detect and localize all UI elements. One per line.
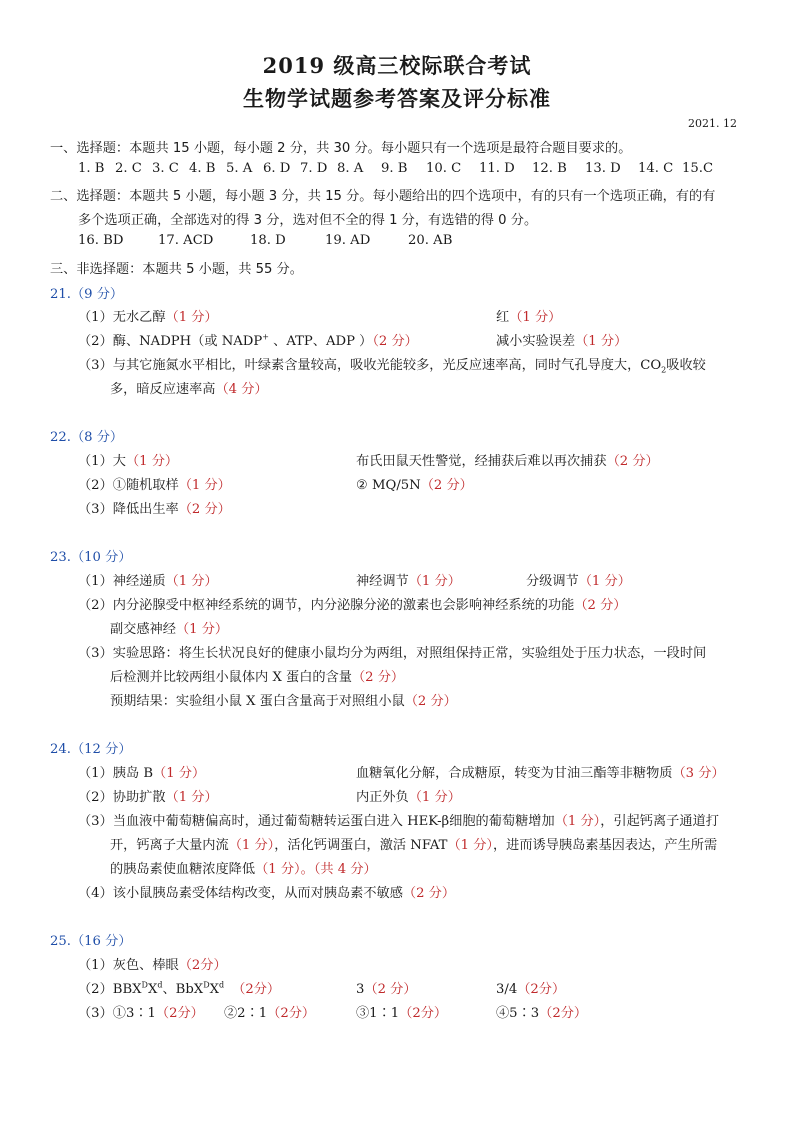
q22-row1-left [78,450,178,469]
q23-heading: 23.（10 分） [50,550,132,565]
q25-2-score: （2分） [232,982,281,997]
answer-8: 8. A [337,161,364,176]
section2-heading-cont: 多个选项正确，全部选对的得 3 分，选对但不全的得 1 分，有选错的得 0 分。 [78,213,538,228]
q22-1-score: （1 分） [125,454,179,469]
q25-2-sup-2: d [157,980,163,990]
q21-1b-score: （1 分） [509,310,562,325]
answer-4: 4. B [189,161,216,176]
q25-1-score: （2分） [178,958,227,973]
q21-2b-score: （1 分） [575,334,628,349]
q21-3-answer-line2: 多，暗反应速率高 [110,382,216,397]
q25-2-answer-d: X [209,982,220,997]
q24-3-score-2: （1 分） [228,838,275,853]
q22-3-score: （2 分） [178,502,231,517]
q21-2-answer: （2）酶、NADPH（或 NADP [78,334,263,349]
q22-3-answer: （3）降低出生率 [78,502,179,517]
q25-row2-mid [356,978,417,997]
q21-3-answer: （3）与其它施氮水平相比，叶绿素含量较高，吸收光能较多，光反应速率高，同时气孔导度大，CO [78,358,662,373]
q24-1-score: （1 分） [153,766,206,781]
q23-1b-score: （1 分） [408,574,461,589]
answer-12: 12. B [532,161,567,176]
answer-18: 18. D [250,233,286,248]
q21-1-score: （1 分） [165,310,218,325]
q25-2c-answer: 3/4 [496,982,518,997]
q22-row1-right [356,450,659,469]
document-title: 2019 级高三校际联合考试 [262,53,532,78]
q25-2b-score: （2 分） [364,982,417,997]
q25-3a-score: （2分） [155,1006,204,1021]
q23-1-score: （1 分） [165,574,218,589]
q24-1b-answer: 血糖氧化分解，合成糖原，转变为甘油三酯等非糖物质 [356,766,673,781]
answer-3: 3. C [152,161,179,176]
q25-2c-score: （2分） [517,982,566,997]
q25-row1 [78,954,227,973]
q24-row3-line3 [110,858,377,877]
q23-3-result-score: （2 分） [404,694,457,709]
answer-15: 15.C [682,161,714,176]
q23-2b-answer: 副交感神经 [110,622,176,637]
q24-row4 [78,882,455,901]
q25-2-sup-1: D [141,980,148,990]
q23-row1-left [78,570,218,589]
q24-row1-left [78,762,205,781]
answer-6: 6. D [263,161,291,176]
answer-13: 13. D [585,161,621,176]
q25-row2-right [496,978,565,997]
section1-heading: 一、选择题：本题共 15 小题，每小题 2 分，共 30 分。每小题只有一个选项是最符合题目要求的。 [50,141,632,156]
q25-2-answer-b: X [147,982,158,997]
answer-9: 9. B [381,161,408,176]
answer-17: 17. ACD [158,233,214,248]
answer-1: 1. B [78,161,105,176]
q23-row3-cont [110,666,404,685]
q24-3-score-4: （1 分）。（共 4 分） [255,862,377,877]
q23-1c-answer: 分级调节 [526,574,579,589]
q24-2-answer: （2）协助扩散 [78,790,166,805]
q21-1-answer: （1）无水乙醇 [78,310,166,325]
q25-2-answer: （2）BBX [78,982,142,997]
answer-10: 10. C [426,161,462,176]
answer-11: 11. D [479,161,515,176]
q23-row3: （3）实验思路：将生长状况良好的健康小鼠均分为两组，对照组保持正常，实验组处于压力状态，一段时间 [78,646,707,661]
q23-3-score: （2 分） [351,670,405,685]
q21-row2-left [78,330,418,349]
q22-2b-score: （2 分） [420,478,473,493]
q25-row2-left [78,978,280,997]
q23-row2-cont [110,618,228,637]
q23-2-score: （2 分） [574,598,627,613]
section3-heading: 三、非选择题：本题共 5 小题，共 55 分。 [50,262,303,277]
answer-16: 16. BD [78,233,124,248]
q21-2-score: （2 分） [372,334,418,349]
q24-2b-answer: 内正外负 [356,790,409,805]
q24-row3-line2 [110,834,717,853]
q22-row2-left [78,474,231,493]
q22-1b-score: （2 分） [606,454,659,469]
q24-3-score-1: （1 分） [554,814,601,829]
q24-row1-right [356,762,725,781]
q25-2-sup-3: D [203,980,210,990]
q24-3-answer: （3）当血液中葡萄糖偏高时，通过葡萄糖转运蛋白进入 HEK-β细胞的葡萄糖增加 [78,814,555,829]
q24-3-score-3: （1 分） [447,838,493,853]
answer-7: 7. D [300,161,328,176]
q24-3-line2-b: ，活化钙调蛋白，激活 NFAT [274,838,448,853]
q25-3c-score: （2分） [399,1006,448,1021]
q25-heading: 25.（16 分） [50,934,132,949]
section2-heading: 二、选择题：本题共 5 小题，每小题 3 分，共 15 分。每小题给出的四个选项中，有的只有一个选项正确，有的有 [50,189,716,204]
answer-20: 20. AB [408,233,453,248]
answer-14: 14. C [638,161,674,176]
document-subtitle: 生物学试题参考答案及评分标准 [243,86,551,111]
q23-1b-answer: 神经调节 [356,574,409,589]
q25-2-sup-4: d [219,980,225,990]
q21-2-answer-cont: 、ATP、ADP ） [268,334,373,349]
q22-row3 [78,498,231,517]
section2-answers [78,233,452,248]
q21-row3 [78,354,706,373]
q25-3b-score: （2分） [267,1006,316,1021]
q23-3-answer-line2: 后检测并比较两组小鼠体内 X 蛋白的含量 [110,670,352,685]
q25-2b-answer: 3 [356,982,365,997]
q25-3b-answer: ②2∶1 [224,1006,268,1021]
q25-row3-d [496,1002,587,1021]
q21-row3-cont [110,378,268,397]
q22-2-answer: （2）①随机取样 [78,478,179,493]
q24-2-score: （1 分） [165,790,218,805]
q25-3c-answer: ③1∶1 [356,1006,400,1021]
q25-row3-b [224,1002,315,1021]
q24-3-answer-cont: ，引起钙离子通道打 [600,814,719,829]
q23-2-answer: （2）内分泌腺受中枢神经系统的调节，内分泌腺分泌的激素也会影响神经系统的功能 [78,598,575,613]
q24-1-answer: （1）胰岛 B [78,766,154,781]
q23-row3-result [110,690,457,709]
q21-2-sup: + [262,332,269,342]
q24-row3 [78,810,719,829]
q21-1b-answer: 红 [496,310,510,325]
q21-row1-right [496,306,561,325]
q22-row2-right [356,474,473,493]
q21-row1-left [78,306,218,325]
q21-2b-answer: 减小实验误差 [496,334,576,349]
q23-row1-mid [356,570,461,589]
document-date: 2021. 12 [688,117,737,130]
q24-heading: 24.（12 分） [50,742,132,757]
q24-3-line2-a: 开，钙离子大量内流 [110,838,229,853]
q24-row2-left [78,786,218,805]
q24-row2-right [356,786,461,805]
q22-1-answer: （1）大 [78,454,126,469]
q25-row3-a [78,1002,204,1021]
q22-heading: 22.（8 分） [50,430,124,445]
q24-3-line2-c: ，进而诱导胰岛素基因表达，产生所需 [493,838,718,853]
q25-row3-c [356,1002,447,1021]
q25-3d-score: （2分） [539,1006,588,1021]
q23-1-answer: （1）神经递质 [78,574,166,589]
q21-3-score: （4 分） [215,382,268,397]
q22-1b-answer: 布氏田鼠天性警觉，经捕获后难以再次捕获 [356,454,607,469]
q23-1c-score: （1 分） [578,574,631,589]
q22-2b-answer: ② MQ/5N [356,478,421,493]
answer-2: 2. C [115,161,142,176]
q23-2b-score: （1 分） [175,622,229,637]
q23-row1-right [526,570,631,589]
q21-3-sub: 2 [661,365,667,375]
section1-answers [78,161,713,176]
q21-heading: 21.（9 分） [50,287,124,302]
q24-4-answer: （4）该小鼠胰岛素受体结构改变，从而对胰岛素不敏感 [78,886,403,901]
q24-1b-score: （3 分） [672,766,725,781]
q25-2-answer-c: 、BbX [162,982,204,997]
q25-1-answer: （1）灰色、棒眼 [78,958,179,973]
q25-3d-answer: ④5∶3 [496,1006,540,1021]
answer-5: 5. A [226,161,253,176]
q25-3a-answer: （3）①3∶1 [78,1006,156,1021]
q24-2b-score: （1 分） [408,790,461,805]
q21-3-answer-cont: 吸收较 [666,358,706,373]
q22-2-score: （1 分） [178,478,231,493]
q24-4-score: （2 分） [402,886,456,901]
q24-3-line3: 的胰岛素使血糖浓度降低 [110,862,256,877]
q23-3-result: 预期结果：实验组小鼠 X 蛋白含量高于对照组小鼠 [110,694,405,709]
q23-row2 [78,594,626,613]
answer-19: 19. AD [325,233,371,248]
q21-row2-right [496,330,627,349]
